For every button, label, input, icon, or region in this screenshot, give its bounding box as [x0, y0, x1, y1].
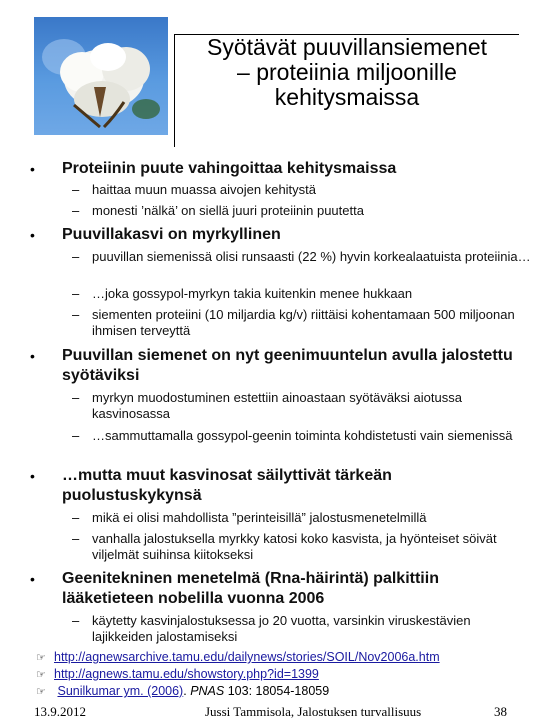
- sunilkumar-citation-link[interactable]: Sunilkumar ym. (2006): [57, 684, 184, 698]
- dash: –: [72, 286, 80, 301]
- dash: –: [72, 182, 80, 197]
- cotton-boll-image: [34, 17, 168, 135]
- dash: –: [72, 390, 80, 405]
- bullet-dot: •: [30, 227, 35, 243]
- sub-2-2: …joka gossypol-myrkyn takia kuitenkin menee hukkaan: [92, 286, 413, 301]
- footer-date: 13.9.2012: [34, 704, 86, 719]
- pointing-hand-icon: ☞: [36, 652, 46, 664]
- bullet-dot: •: [30, 348, 35, 364]
- dash: –: [72, 307, 80, 322]
- bullet-dot: •: [30, 468, 35, 484]
- citation-journal: PNAS: [190, 684, 225, 698]
- bullet-4: …mutta muut kasvinosat säilyttivät tärkeän puolustuskykynsä: [62, 467, 392, 504]
- bullet-3: Puuvillan siemenet on nyt geenimuuntelun avulla jalostettu syötäviksi: [62, 347, 513, 384]
- pointing-hand-icon: ☞: [36, 686, 46, 698]
- sub-3-1: myrkyn muodostuminen estettiin ainoastaan syötäväksi aiotussa kasvinosassa: [92, 390, 462, 421]
- citation-separator: .: [183, 684, 191, 698]
- dash: –: [72, 613, 80, 628]
- dash: –: [72, 203, 80, 218]
- slide-title: [174, 34, 519, 147]
- sub-5-1: käytetty kasvinjalostuksessa jo 20 vuotta, varsinkin viruskestävien lajikkeiden jalostamiseksi: [92, 613, 471, 644]
- cotton-photo: [34, 17, 168, 135]
- sub-3-2: …sammuttamalla gossypol-geenin toiminta kohdistetusti vain siemenissä: [92, 428, 513, 443]
- bullet-dot: •: [30, 161, 35, 177]
- title-line-2: – proteiinia miljoonille: [237, 59, 457, 85]
- reference-citation-row: [36, 683, 329, 700]
- reference-link-row-1: [36, 649, 440, 666]
- citation-details: 103: 18054-18059: [224, 684, 330, 698]
- sub-1-2: monesti ’nälkä’ on siellä juuri proteiinin puutetta: [92, 203, 364, 218]
- sub-4-1: mikä ei olisi mahdollista ”perinteisillä” jalostusmenetelmillä: [92, 510, 427, 525]
- pointing-hand-icon: ☞: [36, 669, 46, 681]
- agnews-archive-link[interactable]: http://agnewsarchive.tamu.edu/dailynews/stories/SOIL/Nov2006a.htm: [54, 650, 440, 664]
- title-line-1: Syötävät puuvillansiemenet: [207, 34, 487, 60]
- sub-4-2: vanhalla jalostuksella myrkky katosi koko kasvista, ja hyönteiset söivät viljelmät suihinsa kiitokseksi: [92, 531, 497, 562]
- bullet-2: Puuvillakasvi on myrkyllinen: [62, 226, 281, 243]
- sub-2-1: puuvillan siemenissä olisi runsaasti (22 %) hyvin korkealaatuista proteiinia…: [92, 249, 531, 264]
- dash: –: [72, 531, 80, 546]
- footer-page-number: 38: [494, 704, 507, 719]
- dash: –: [72, 249, 80, 264]
- dash: –: [72, 510, 80, 525]
- footer-author: Jussi Tammisola, Jalostuksen turvallisuus: [205, 704, 422, 719]
- reference-link-row-2: [36, 666, 319, 683]
- bullet-1: Proteiinin puute vahingoittaa kehitysmaissa: [62, 160, 397, 177]
- bullet-dot: •: [30, 571, 35, 587]
- sub-2-3: siementen proteiini (10 miljardia kg/v) riittäisi kohentamaan 500 miljoonan ihmisen terveyttä: [92, 307, 515, 338]
- agnews-story-link[interactable]: http://agnews.tamu.edu/showstory.php?id=1399: [54, 667, 319, 681]
- dash: –: [72, 428, 80, 443]
- title-line-3: kehitysmaissa: [274, 84, 420, 110]
- sub-1-1: haittaa muun muassa aivojen kehitystä: [92, 182, 317, 197]
- bullet-5: Geenitekninen menetelmä (Rna-häirintä) palkittiin lääketieteen nobelilla vuonna 2006: [62, 570, 439, 607]
